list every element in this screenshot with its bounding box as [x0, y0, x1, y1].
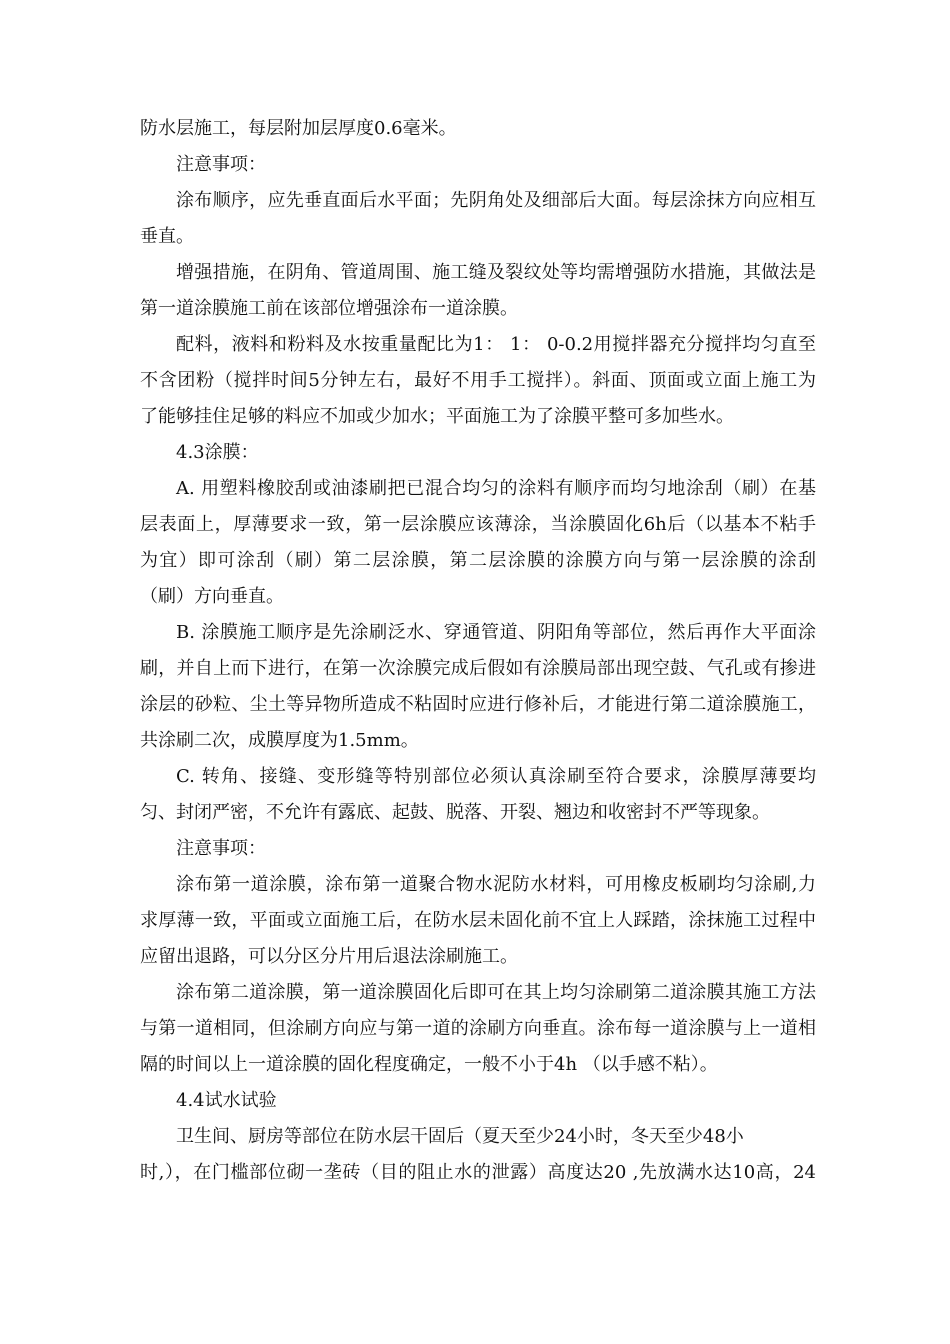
text-line: 防水层施工，每层附加层厚度0.6毫米。 — [140, 118, 457, 139]
text-line: 为宜）即可涂刮（刷）第二层涂膜，第二层涂膜的涂膜方向与第一层涂膜的涂刮 — [140, 550, 816, 571]
text-line: 不含团粉（搅拌时间5分钟左右，最好不用手工搅拌）。斜面、顶面或立面上施工为 — [140, 370, 816, 391]
text-line: 与第一道相同，但涂刷方向应与第一道的涂刷方向垂直。涂布每一道涂膜与上一道相 — [140, 1018, 816, 1039]
document-page — [140, 111, 816, 1191]
text-line: 涂布顺序，应先垂直面后水平面；先阴角处及细部后大面。每层涂抹方向应相互 — [176, 190, 816, 211]
text-line: 求厚薄一致，平面或立面施工后，在防水层未固化前不宜上人踩踏，涂抹施工过程中 — [140, 910, 816, 931]
text-line: 4.3涂膜： — [176, 442, 259, 463]
text-line: 涂布第二道涂膜，第一道涂膜固化后即可在其上均匀涂刷第二道涂膜其施工方法 — [176, 982, 816, 1003]
text-line: 4.4试水试验 — [176, 1090, 277, 1111]
text-line: B. 涂膜施工顺序是先涂刷泛水、穿通管道、阴阳角等部位，然后再作大平面涂 — [176, 622, 816, 643]
text-line: 应留出退路，可以分区分片用后退法涂刷施工。 — [140, 946, 518, 967]
text-line: 时,），在门槛部位砌一垄砖（目的阻止水的泄露）高度达20 ,先放满水达10高，24 — [140, 1162, 816, 1183]
text-line: 注意事项： — [176, 154, 266, 175]
text-line: 注意事项： — [176, 838, 266, 859]
text-line: A. 用塑料橡胶刮或油漆刷把已混合均匀的涂料有顺序而均匀地涂刮（刷）在基 — [176, 478, 816, 499]
text-line: 第一道涂膜施工前在该部位增强涂布一道涂膜。 — [140, 298, 518, 319]
text-line: （刷）方向垂直。 — [140, 586, 284, 607]
text-line: 卫生间、厨房等部位在防水层干固后（夏天至少24小时，冬天至少48小 — [176, 1126, 744, 1147]
text-line: C. 转角、接缝、变形缝等特别部位必须认真涂刷至符合要求，涂膜厚薄要均 — [176, 766, 816, 787]
text-line: 垂直。 — [140, 226, 194, 247]
text-line: 涂层的砂粒、尘土等异物所造成不粘固时应进行修补后，才能进行第二道涂膜施工， — [140, 694, 816, 715]
text-line: 层表面上，厚薄要求一致，第一层涂膜应该薄涂，当涂膜固化6h后（以基本不粘手 — [140, 514, 816, 535]
text-line: 涂布第一道涂膜，涂布第一道聚合物水泥防水材料，可用橡皮板刷均匀涂刷,力 — [176, 874, 816, 895]
text-line: 匀、封闭严密，不允许有露底、起鼓、脱落、开裂、翘边和收密封不严等现象。 — [140, 802, 770, 823]
text-line: 刷，并自上而下进行，在第一次涂膜完成后假如有涂膜局部出现空鼓、气孔或有掺进 — [140, 658, 816, 679]
text-line: 共涂刷二次，成膜厚度为1.5mm。 — [140, 730, 419, 751]
text-line: 了能够挂住足够的料应不加或少加水；平面施工为了涂膜平整可多加些水。 — [140, 406, 734, 427]
text-line: 配料，液料和粉料及水按重量配比为1： 1： 0-0.2用搅拌器充分搅拌均匀直至 — [176, 334, 816, 355]
text-line: 增强措施，在阴角、管道周围、施工缝及裂纹处等均需增强防水措施，其做法是 — [176, 262, 816, 283]
text-line: 隔的时间以上一道涂膜的固化程度确定，一般不小于4h （以手感不粘）。 — [140, 1054, 718, 1075]
